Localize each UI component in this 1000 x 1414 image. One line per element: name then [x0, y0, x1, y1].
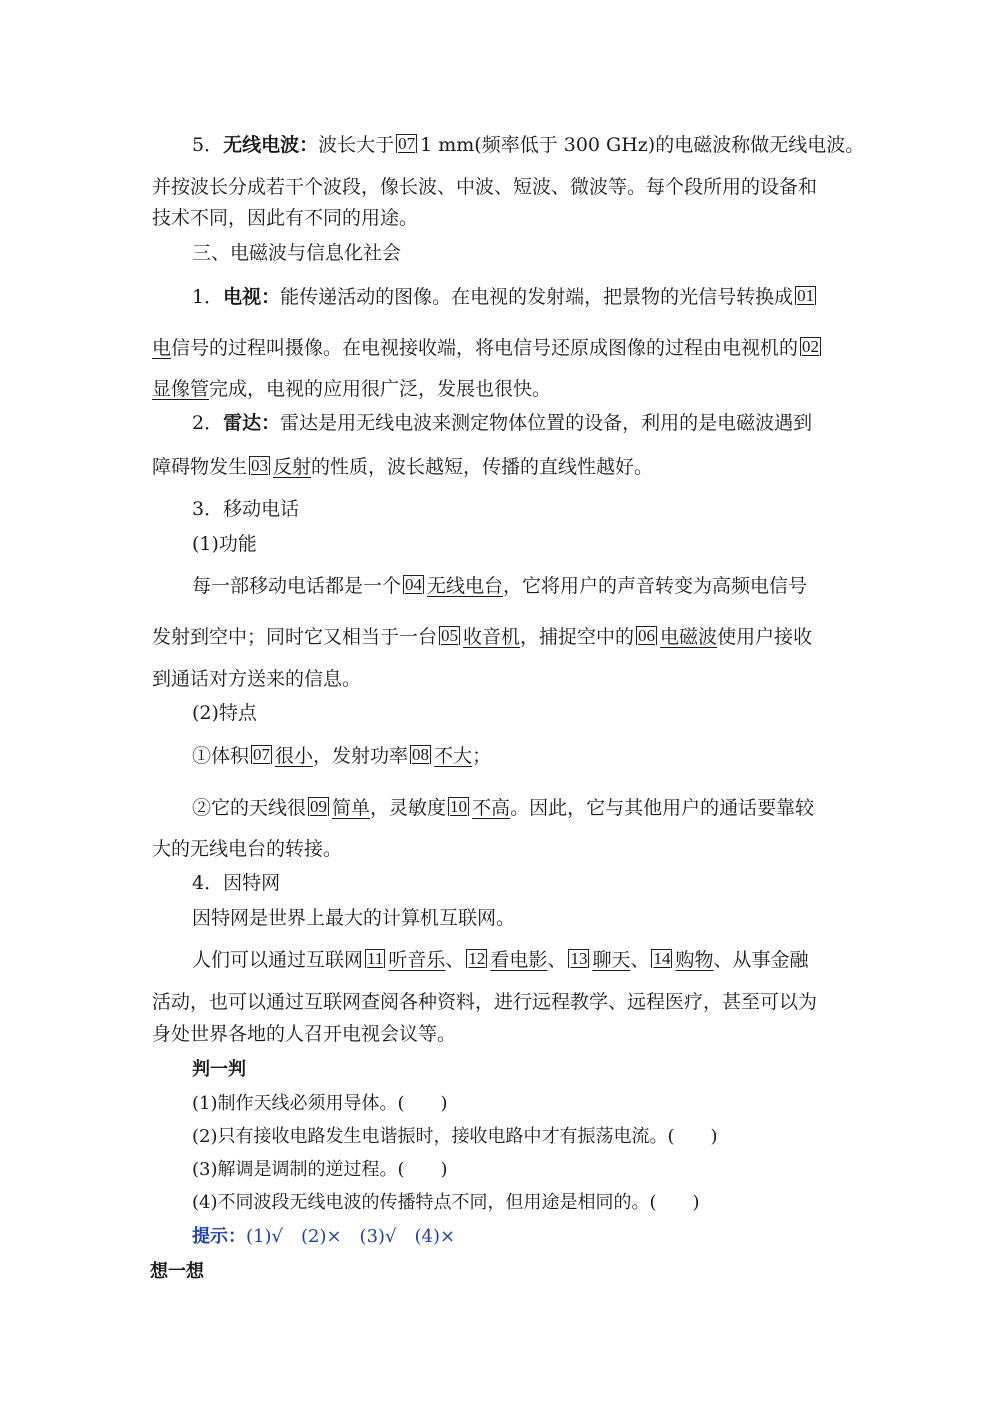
- answer-05: 收音机: [463, 626, 521, 648]
- term-tv: 电视：: [223, 286, 281, 308]
- heading-judge: 判一判: [192, 1059, 246, 1080]
- para-mobile-function: 每一部移动电话都是一个 04 无线电台，它将用户的声音转变为高频电信号: [192, 575, 808, 597]
- section-heading-3: 三、电磁波与信息化社会: [192, 242, 402, 264]
- answer-07: 很小: [275, 745, 314, 767]
- subheading-features: (2)特点: [192, 702, 257, 724]
- hint-label: 提示：: [192, 1226, 246, 1247]
- term-radio-wave: 无线电波：: [223, 134, 319, 156]
- blank-number-01: 01: [797, 286, 815, 305]
- answer-14: 购物: [675, 949, 714, 971]
- answer-08: 不大: [434, 745, 473, 767]
- answer-03: 反射: [273, 456, 312, 478]
- blank-number-09: 09: [310, 797, 328, 816]
- blank-number-02: 02: [802, 337, 820, 356]
- answer-04: 无线电台: [427, 575, 504, 597]
- term-radar: 雷达：: [223, 412, 281, 434]
- feature-2-line2: 大的无线电台的转接。: [152, 838, 343, 860]
- para-internet-line1: 因特网是世界上最大的计算机互联网。: [192, 907, 516, 929]
- blank-number-04: 04: [405, 575, 423, 594]
- blank-number-05: 05: [441, 626, 459, 645]
- blank-number-07b: 07: [253, 745, 271, 764]
- blank-number-03: 03: [251, 456, 269, 475]
- para-internet-line3: 活动，也可以通过互联网查阅各种资料，进行远程教学、远程医疗，甚至可以为: [152, 991, 818, 1013]
- para-tv-line3: 显像管完成，电视的应用很广泛，发展也很快。: [152, 378, 552, 400]
- answer-12: 看电影: [490, 949, 548, 971]
- blank-number-06: 06: [638, 626, 656, 645]
- para-radio-wave-line3: 技术不同，因此有不同的用途。: [152, 207, 419, 229]
- answer-06: 电磁波: [660, 626, 718, 648]
- blank-number-10: 10: [450, 797, 468, 816]
- subheading-function: (1)功能: [192, 533, 257, 555]
- blank-number-07: 07: [398, 134, 416, 153]
- answer-01: 电: [152, 337, 172, 359]
- answer-10: 不高: [472, 797, 511, 819]
- answer-13: 聊天: [592, 949, 631, 971]
- feature-1: ①体积 07 很小，发射功率 08 不大；: [192, 745, 492, 767]
- blank-number-13: 13: [570, 949, 588, 968]
- blank-number-08: 08: [412, 745, 430, 764]
- heading-think: 想一想: [150, 1261, 204, 1282]
- para-internet-uses: 人们可以通过互联网 11 听音乐、 12 看电影、 13 聊天、 14 购物、从事金融: [192, 949, 809, 971]
- blank-number-14: 14: [653, 949, 671, 968]
- judge-item-4: (4)不同波段无线电波的传播特点不同，但用途是相同的。( ): [192, 1192, 700, 1213]
- heading-internet: 4．因特网: [192, 872, 281, 894]
- judge-item-2: (2)只有接收电路发生电谐振时，接收电路中才有振荡电流。( ): [192, 1126, 718, 1147]
- answer-02: 显像管: [152, 378, 210, 400]
- para-tv-line2: 电信号的过程叫摄像。在电视接收端，将电信号还原成图像的过程由电视机的 02: [152, 337, 820, 359]
- para-radio-wave-line2: 并按波长分成若干个波段，像长波、中波、短波、微波等。每个段所用的设备和: [152, 176, 818, 198]
- feature-2: ②它的天线很 09 简单，灵敏度 10 不高。因此，它与其他用户的通话要靠较: [192, 797, 815, 819]
- para-radar: 2．雷达：雷达是用无线电波来测定物体位置的设备，利用的是电磁波遇到: [192, 412, 813, 434]
- answer-09: 简单: [332, 797, 371, 819]
- judge-item-1: (1)制作天线必须用导体。( ): [192, 1093, 448, 1114]
- heading-mobile-phone: 3．移动电话: [192, 498, 300, 520]
- blank-number-11: 11: [367, 949, 384, 968]
- hint-text: (1)√ (2)× (3)√ (4)×: [246, 1226, 456, 1247]
- answer-11: 听音乐: [388, 949, 446, 971]
- para-radar-line2: 障碍物发生 03 反射的性质，波长越短，传播的直线性越好。: [152, 456, 654, 478]
- para-mobile-function-line3: 到通话对方送来的信息。: [152, 668, 362, 690]
- para-radio-wave: 5．无线电波：波长大于 07 1 mm(频率低于 300 GHz)的电磁波称做无线电波。: [192, 134, 865, 156]
- hint-answers: [192, 1224, 455, 1250]
- para-internet-line4: 身处世界各地的人召开电视会议等。: [152, 1023, 457, 1045]
- para-mobile-function-line2: 发射到空中；同时它又相当于一台 05 收音机，捕捉空中的 06 电磁波使用户接收: [152, 626, 813, 648]
- judge-item-3: (3)解调是调制的逆过程。( ): [192, 1159, 448, 1180]
- blank-number-12: 12: [468, 949, 486, 968]
- para-tv: 1．电视：能传递活动的图像。在电视的发射端，把景物的光信号转换成 01: [192, 286, 815, 308]
